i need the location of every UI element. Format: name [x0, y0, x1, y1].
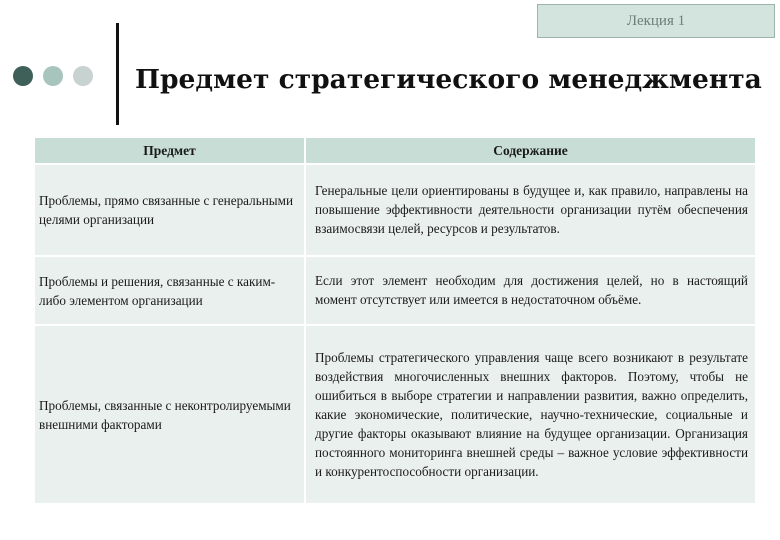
row-subject: Проблемы, прямо связанные с генеральными целями организации: [35, 164, 305, 256]
row-subject: Проблемы, связанные с неконтролируемыми внешними факторами: [35, 325, 305, 503]
table-header-row: [35, 138, 755, 164]
subject-content-table: [35, 138, 755, 503]
row-content: Генеральные цели ориентированы в будущее и, как правило, направлены на повышение эффективности деятельности организации путём обеспечения взаимосвязи целей, ресурсов и результатов.: [305, 164, 755, 256]
row-content: Проблемы стратегического управления чаще всего возникают в результате воздействия многочисленных внешних факторов. Поэтому, чтобы не ошибиться в выборе стратегии и направлении развития, важно определить, какие экономические, политические, научно-технические, социальные и другие факторы оказывают влияние на будущее организации. Организация постоянного мониторинга внешней среды – важное условие эффективности и конкурентоспособности организации.: [305, 325, 755, 503]
table-row: [35, 325, 755, 503]
dot-light-icon: [73, 66, 93, 86]
table-row: [35, 256, 755, 325]
table-row: [35, 164, 755, 256]
dot-mid-icon: [43, 66, 63, 86]
lecture-label: Лекция 1: [537, 4, 775, 38]
row-content: Если этот элемент необходим для достижения целей, но в настоящий момент отсутствует или имеется в недостаточном объёме.: [305, 256, 755, 325]
decorative-dots: [13, 66, 93, 86]
header-subject: Предмет: [35, 138, 305, 164]
row-subject: Проблемы и решения, связанные с каким-либо элементом организации: [35, 256, 305, 325]
dot-dark-icon: [13, 66, 33, 86]
title-divider: [116, 23, 119, 125]
slide-title: Предмет стратегического менеджмента: [135, 64, 762, 95]
header-content: Содержание: [305, 138, 755, 164]
